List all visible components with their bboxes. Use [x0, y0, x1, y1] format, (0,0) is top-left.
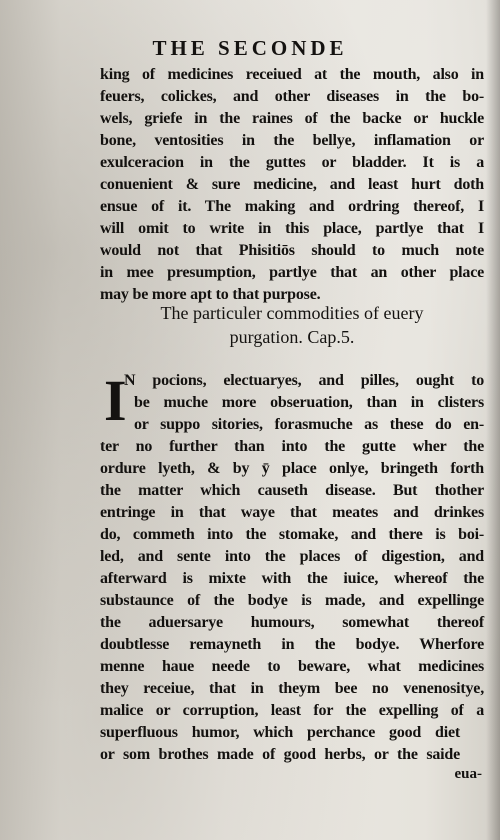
text-line: entringe in that waye that meates and drinkes [100, 504, 484, 521]
chapter-heading-line-1: The particuler commodities of euery [160, 303, 424, 323]
text-line: ordure lyeth, & by ȳ place onlye, bringeth forth [100, 460, 484, 477]
text-line: in mee presumption, partlye that an other place [100, 264, 484, 281]
text-line: do, commeth into the stomake, and there is boi- [100, 526, 484, 543]
running-head: THE SECONDE [152, 36, 348, 60]
text-line: be muche more obseruation, than in clisters [134, 394, 484, 411]
drop-cap-initial: I [104, 368, 127, 433]
text-line: would not that Phisitiōs should to much note [100, 242, 484, 259]
text-line: exulceracion in the guttes or bladder. It is a [100, 154, 484, 171]
text-line: the matter which causeth disease. But thother [100, 482, 484, 499]
text-line: bone, ventosities in the bellye, inflamation or [100, 132, 484, 149]
text-line: king of medicines receiued at the mouth, also in [100, 66, 484, 83]
chapter-heading-line-2: purgation. Cap.5. [229, 327, 355, 347]
text-line: superfluous humor, which perchance good diet [100, 724, 460, 741]
text-line: substaunce of the bodye is made, and expellinge [100, 592, 484, 609]
text-line: wels, griefe in the raines of the backe or huckle [100, 110, 484, 127]
text-line: malice or corruption, least for the expelling of a [100, 702, 484, 719]
text-line: ensue of it. The making and ordring thereof, I [100, 198, 484, 215]
text-line: conuenient & sure medicine, and least hurt doth [100, 176, 484, 193]
text-line: or som brothes made of good herbs, or the saide [100, 746, 460, 763]
text-line: ter no further than into the gutte wher the [100, 438, 484, 455]
catchword: eua- [454, 766, 482, 782]
text-line: they receiue, that in theym bee no venenositye, [100, 680, 484, 697]
text-line: will omit to write in this place, partlye that I [100, 220, 484, 237]
text-line: afterward is mixte with the iuice, whereof the [100, 570, 484, 587]
text-line: feuers, colickes, and other diseases in the bo- [100, 88, 484, 105]
text-line: the aduersarye humours, somewhat thereof [100, 614, 484, 631]
text-line: may be more apt to that purpose. [100, 286, 321, 303]
text-line: menne haue neede to beware, what medicines [100, 658, 484, 675]
text-line: led, and sente into the places of digestion, and [100, 548, 484, 565]
text-line: N pocions, electuaryes, and pilles, ought to [124, 372, 484, 389]
text-line: or suppo sitories, forasmuche as these do en- [134, 416, 484, 433]
text-line: doubtlesse remayneth in the bodye. Wherfore [100, 636, 484, 653]
page-gutter-shadow [486, 0, 500, 840]
